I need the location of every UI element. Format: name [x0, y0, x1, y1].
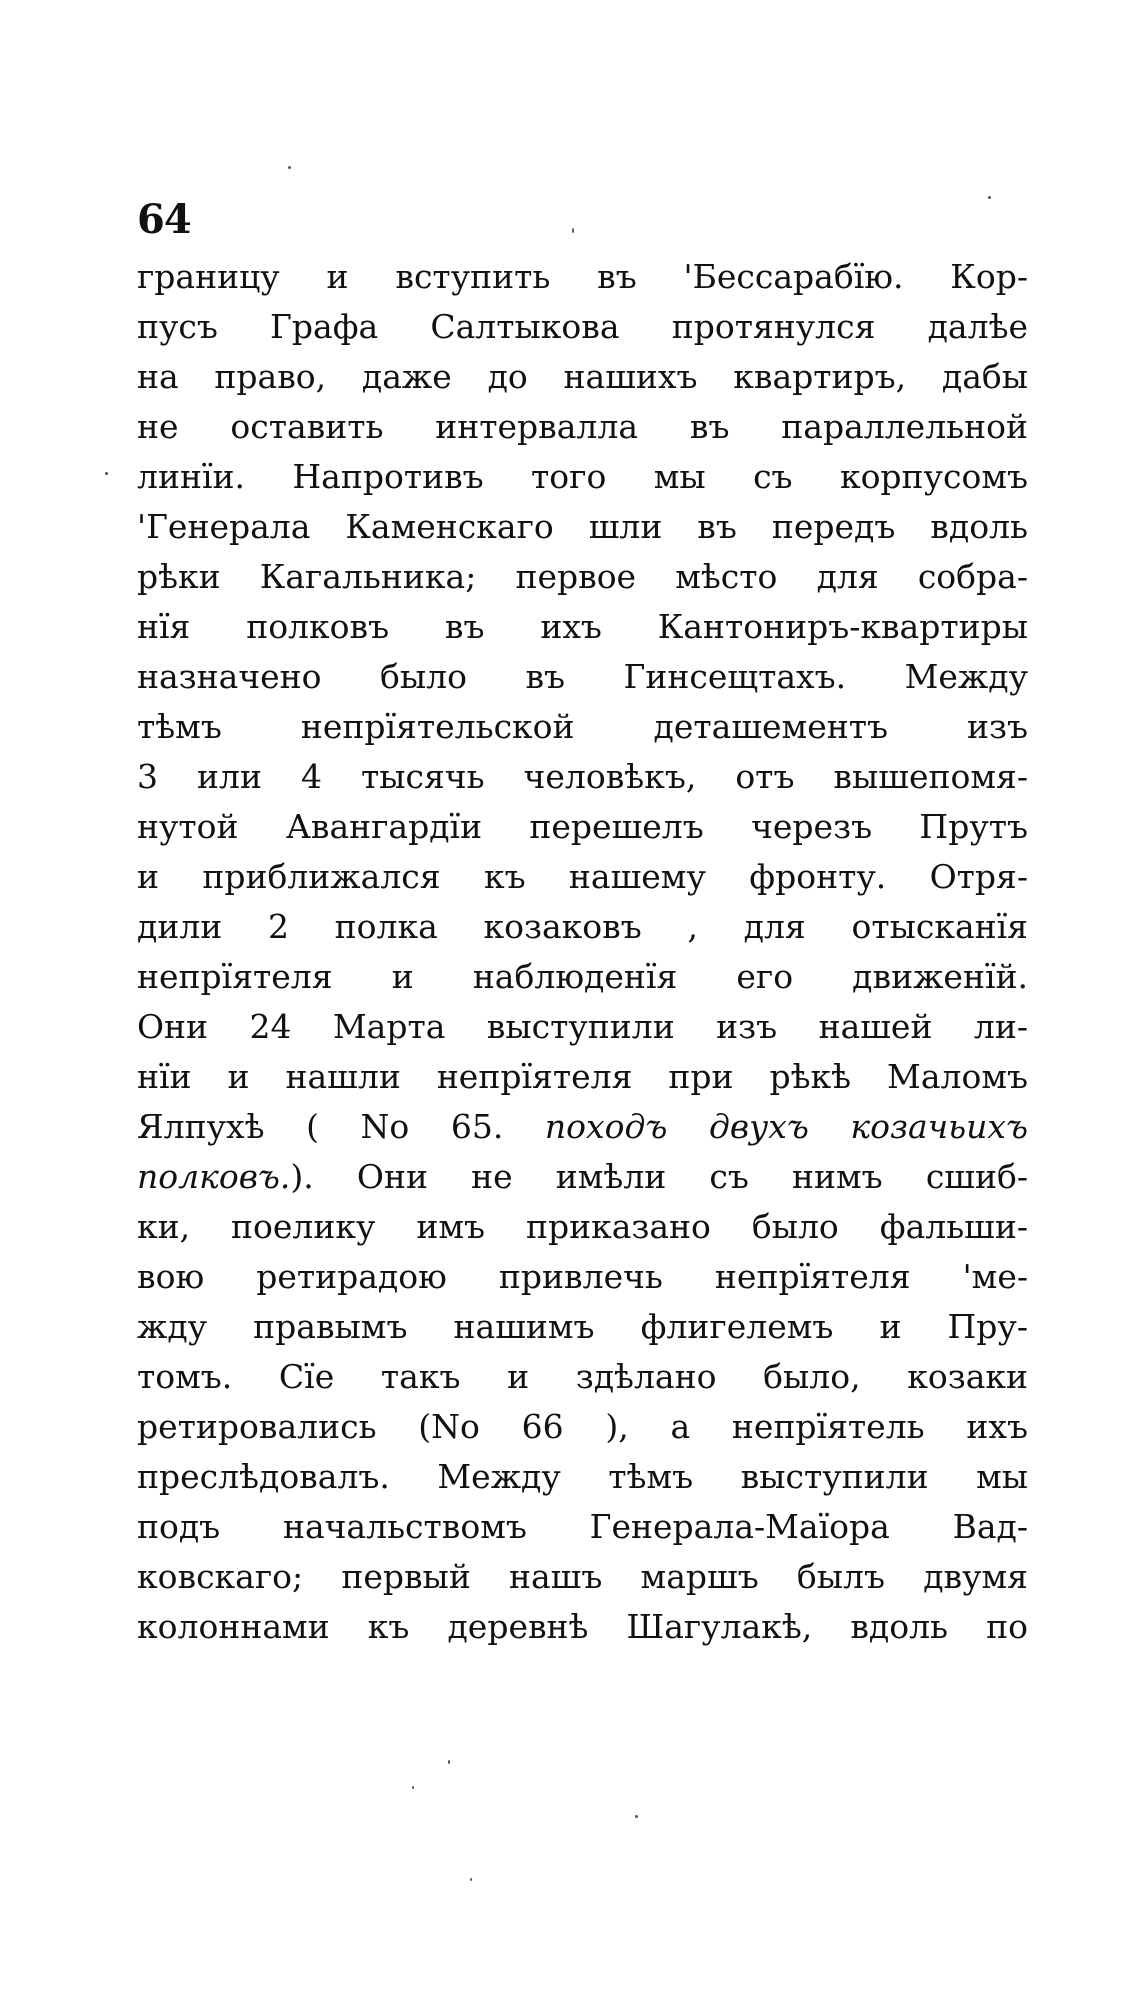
- text-line: ки, поелику имъ приказано было фальши-: [137, 1207, 1028, 1246]
- scan-speck: [470, 1878, 472, 1881]
- page-number: 64: [137, 196, 191, 243]
- text-line: преслѣдовалъ. Между тѣмъ выступили мы: [137, 1457, 1028, 1496]
- italic-note: походъ двухъ козачьихъ: [544, 1107, 1028, 1146]
- text-line: границу и вступить въ 'Бессарабїю. Кор-: [137, 257, 1028, 296]
- text-line: пусъ Графа Салтыкова протянулся далѣе: [137, 307, 1028, 346]
- text-line: жду правымъ нашимъ флигелемъ и Пру-: [137, 1307, 1028, 1346]
- scan-speck: [448, 1760, 450, 1764]
- text-line: на право, даже до нашихъ квартиръ, дабы: [137, 357, 1028, 396]
- scan-speck: [105, 472, 108, 475]
- line-prefix: Ялпухѣ ( No 65.: [137, 1107, 545, 1146]
- scan-speck: [288, 166, 291, 169]
- text-line: и приближался къ нашему фронту. Отря-: [137, 857, 1028, 896]
- text-line: 'Генерала Каменскаго шли въ передъ вдоль: [137, 507, 1028, 546]
- scan-speck: [412, 1786, 414, 1789]
- text-line: линїи. Напротивъ того мы съ корпусомъ: [137, 457, 1028, 496]
- italic-note: полковъ.: [137, 1157, 291, 1196]
- text-line: 3 или 4 тысячь человѣкъ, отъ вышепомя-: [137, 757, 1028, 796]
- text-line: ковскаго; первый нашъ маршъ былъ двумя: [137, 1557, 1028, 1596]
- text-line-with-italic: [137, 1102, 1028, 1152]
- text-line: вою ретирадою привлечь непрїятеля 'ме-: [137, 1257, 1028, 1296]
- text-line: томъ. Сїе такъ и здѣлано было, козаки: [137, 1357, 1028, 1396]
- scan-speck: [572, 228, 574, 233]
- text-line-with-italic: [137, 1152, 1028, 1202]
- text-line: ретировались (No 66 ), а непрїятель ихъ: [137, 1407, 1028, 1446]
- text-line: дили 2 полка козаковъ , для отысканїя: [137, 907, 1028, 946]
- scan-speck: [988, 196, 991, 199]
- text-line: тѣмъ непрїятельской деташементъ изъ: [137, 707, 1028, 746]
- text-line: нїя полковъ въ ихъ Кантониръ-квартиры: [137, 607, 1028, 646]
- text-line: назначено было въ Гинсещтахъ. Между: [137, 657, 1028, 696]
- text-line: рѣки Кагальника; первое мѣсто для собра-: [137, 557, 1028, 596]
- line-suffix: ). Они не имѣли съ нимъ сшиб-: [290, 1157, 1028, 1196]
- scan-speck: [635, 1815, 638, 1818]
- text-line: Они 24 Марта выступили изъ нашей ли-: [137, 1007, 1028, 1046]
- text-line: нїи и нашли непрїятеля при рѣкѣ Маломъ: [137, 1057, 1028, 1096]
- text-line: колоннами къ деревнѣ Шагулакѣ, вдоль по: [137, 1607, 1028, 1646]
- text-line: непрїятеля и наблюденїя его движенїй.: [137, 957, 1028, 996]
- body-text: [137, 252, 1028, 1652]
- text-line: нутой Авангардїи перешелъ черезъ Прутъ: [137, 807, 1028, 846]
- text-line: не оставить интервалла въ параллельной: [137, 407, 1028, 446]
- text-line: подъ начальствомъ Генерала-Маїора Вад-: [137, 1507, 1028, 1546]
